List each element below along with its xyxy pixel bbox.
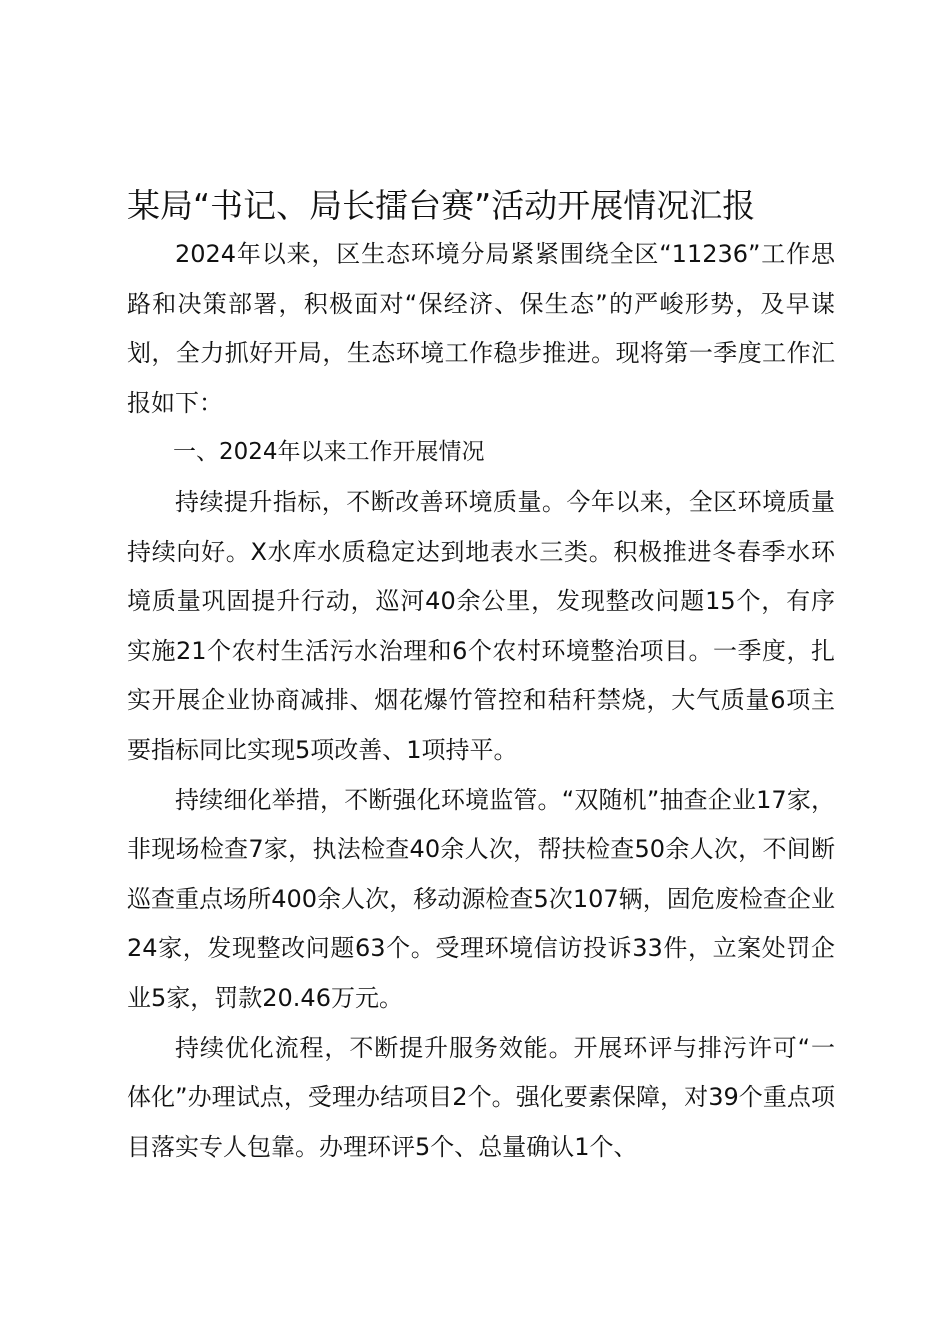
document-title: 某局“书记、局长擂台赛”活动开展情况汇报 — [127, 186, 756, 225]
environment-supervision-paragraph: 持续细化举措，不断强化环境监管。“双随机”抽查企业17家，非现场检查7家，执法检查40余人次，帮扶检查50余人次，不间断巡查重点场所400余人次，移动源检查5次107辆，固危废检查企业24家，发现整改问题63个。受理环境信访投诉33件，立案处罚企业5家，罚款20.46万元。 — [127, 785, 835, 1012]
intro-paragraph: 2024年以来，区生态环境分局紧紧围绕全区“11236”工作思路和决策部署，积极面对“保经济、保生态”的严峻形势，及早谋划，全力抓好开局，生态环境工作稳步推进。现将第一季度工作汇报如下： — [127, 240, 835, 417]
document-body — [127, 230, 835, 1172]
environment-quality-paragraph: 持续提升指标，不断改善环境质量。今年以来，全区环境质量持续向好。X水库水质稳定达到地表水三类。积极推进冬春季水环境质量巩固提升行动，巡河40余公里，发现整改问题15个，有序实施21个农村生活污水治理和6个农村环境整治项目。一季度，扎实开展企业协商减排、烟花爆竹管控和秸秆禁烧，大气质量6项主要指标同比实现5项改善、1项持平。 — [127, 487, 835, 764]
service-efficiency-paragraph: 持续优化流程，不断提升服务效能。开展环评与排污许可“一体化”办理试点，受理办结项目2个。强化要素保障，对39个重点项目落实专人包靠。办理环评5个、总量确认1个、 — [127, 1033, 835, 1161]
section-heading: 一、2024年以来工作开展情况 — [173, 439, 485, 466]
